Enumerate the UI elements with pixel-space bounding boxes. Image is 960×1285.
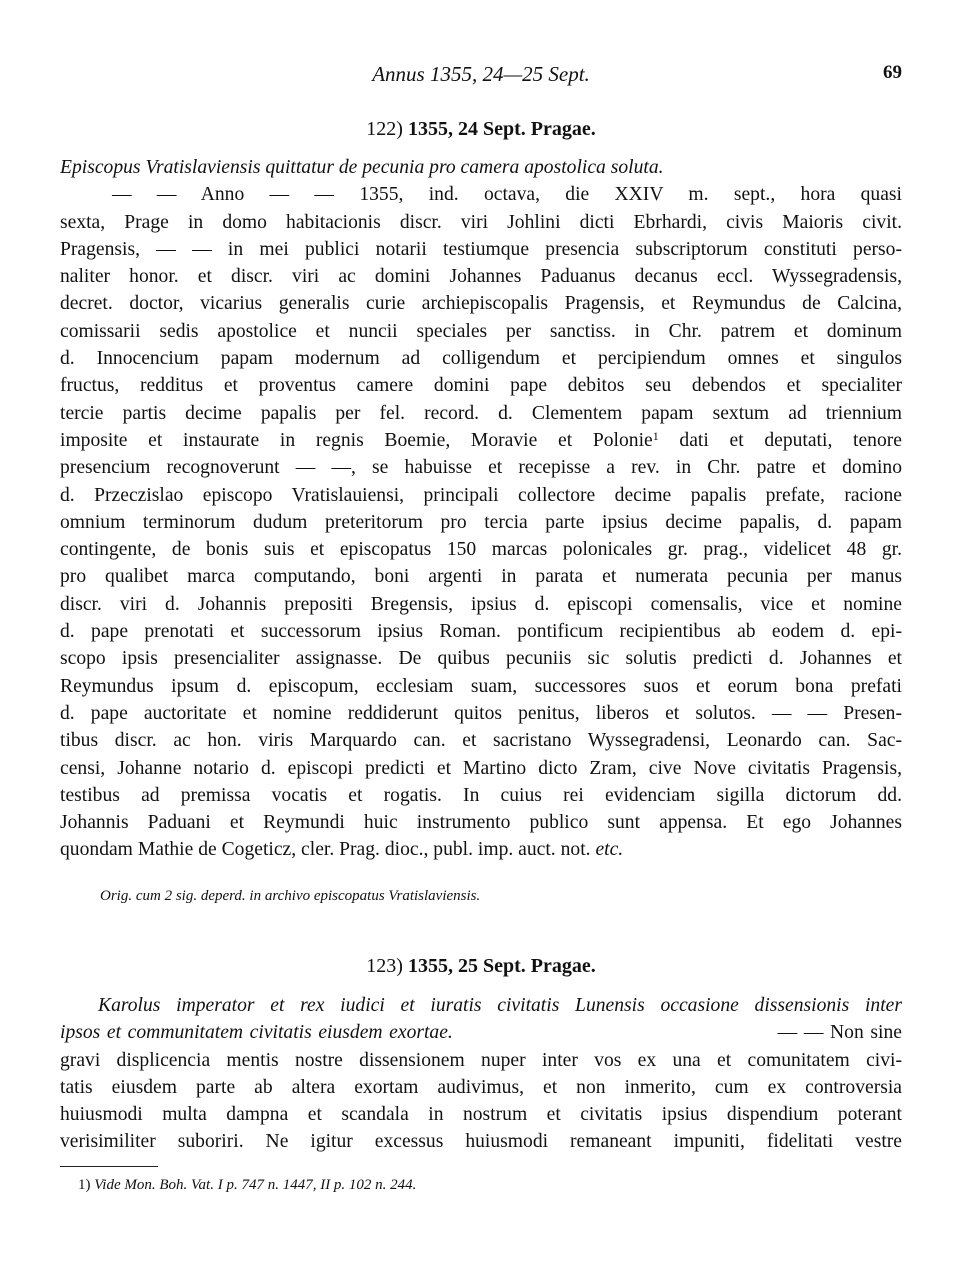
running-title: Annus 1355, 24—25 Sept. (372, 62, 590, 86)
doc-122-etc: etc. (595, 839, 624, 861)
doc-123-heading (60, 955, 902, 978)
doc-122-line: decret. doctor, vicarius generalis curie archiepiscopalis Pragensis, et Reymundus de Calcina, (60, 293, 902, 315)
doc-122-line: omnium terminorum dudum preteritorum pro tercia parte ipsius decime papalis, d. papam (60, 511, 902, 533)
doc-123-line: gravi displicencia mentis nostre dissensionem nuper inter vos ex una et comunitatem civi- (60, 1049, 902, 1071)
doc-123-line: huiusmodi multa dampna et scandala in nostrum et civitatis ipsius dispendium poterant (60, 1104, 902, 1126)
doc-122-line: censi, Johanne notario d. episcopi predicti et Martino dicto Zram, cive Nove civitatis Pragensis, (60, 757, 902, 779)
doc-122-line: d. pape auctoritate et nomine reddiderunt quitos penitus, liberos et solutos. — — Presen- (60, 702, 902, 724)
page-number: 69 (883, 62, 902, 83)
doc-122-line: d. pape prenotati et successorum ipsius Roman. pontificum recipientibus ab eodem d. epi- (60, 621, 902, 643)
doc-123-line-tail: — — Non sine (777, 1022, 902, 1044)
doc-122-final-line (60, 836, 902, 863)
doc-122-line: d. Przeczislao episcopo Vratislauiensi, principali collectore decime papalis prefate, racione (60, 484, 902, 506)
footnote-text: Vide Mon. Boh. Vat. I p. 747 n. 1447, II p. 102 n. 244. (94, 1177, 417, 1193)
doc-123-body (60, 992, 902, 1156)
doc-122-line-with-footnote (60, 427, 902, 454)
doc-122-line: discr. viri d. Johannis prepositi Bregensis, ipsius d. episcopi comensalis, vice et nomine (60, 593, 902, 615)
doc-122-line: tercie partis decime papalis per fel. record. d. Clementem papam sextum ad triennium (60, 402, 902, 424)
doc-123-summary: Karolus imperator et rex iudici et iuratis civitatis Lunensis occasione dissensionis inter (98, 995, 902, 1016)
doc-122-line: d. Innocencium papam modernum ad colligendum et percipiendum omnes et singulos (60, 348, 902, 370)
doc-122-line: Pragensis, — — in mei publici notarii testiumque presencia subscriptorum constituti perso- (60, 238, 902, 260)
doc-123-line: tatis eiusdem parte ab altera exortam audivimus, et non inmerito, cum ex controversia (60, 1076, 902, 1098)
doc-123-number: 123) (366, 955, 403, 977)
doc-122-line: Johannis Paduani et Reymundi huic instrumento publico sunt appensa. Et ego Johannes (60, 812, 902, 834)
doc-122-line: presencium recognoverunt — —, se habuisse et recepisse a rev. in Chr. patre et domino (60, 457, 902, 479)
doc-122-line: Reymundus ipsum d. episcopum, ecclesiam suam, successores suos et eorum bona prefati (60, 675, 902, 697)
doc-122-line: — — Anno — — 1355, ind. octava, die XXIV m. sept., hora quasi (112, 184, 902, 206)
doc-122-line-tail: dati et deputati, tenore (679, 429, 902, 451)
doc-122-line: scopo ipsis presencialiter assignasse. De quibus pecuniis sic solutis predicti d. Johannes et (60, 648, 902, 670)
doc-122-line: naliter honor. et discr. viri ac domini Johannes Paduanus decanus eccl. Wyssegradensis, (60, 266, 902, 288)
footnote-ref: 1 (652, 428, 659, 443)
doc-122-heading (60, 118, 902, 141)
doc-122-line: comissarii sedis apostolice et nuncii speciales per sanctiss. in Chr. patrem et dominum (60, 320, 902, 342)
doc-122-summary: Episcopus Vratislaviensis quittatur de pecunia pro camera apostolica soluta. (60, 157, 664, 178)
doc-122-date-place: 1355, 24 Sept. Pragae. (407, 118, 596, 140)
doc-123-date-place: 1355, 25 Sept. Pragae. (407, 955, 596, 977)
footnote (78, 1177, 416, 1194)
doc-122-line-head: quondam Mathie de Cogeticz, cler. Prag. dioc., publ. imp. auct. not. (60, 839, 591, 861)
doc-122-body (60, 154, 902, 864)
running-head (60, 62, 902, 90)
footnote-mark: 1) (78, 1177, 91, 1193)
doc-123-summary-line2: ipsos et communitatem civitatis eiusdem exortae. (60, 1022, 453, 1044)
doc-122-line: tibus discr. ac hon. viris Marquardo can. et sacristano Wyssegradensi, Leonardo can. Sac- (60, 730, 902, 752)
doc-122-line: sexta, Prage in domo habitacionis discr. viri Johlini dicti Ebrhardi, civis Maioris civit. (60, 211, 902, 233)
doc-122-line: contingente, de bonis suis et episcopatus 150 marcas polonicales gr. prag., videlicet 48 gr. (60, 539, 902, 561)
doc-123-line: verisimiliter suboriri. Ne igitur excessus huiusmodi remaneant impuniti, fidelitati vestre (60, 1131, 902, 1153)
doc-122-line: pro qualibet marca computando, boni argenti in parata et numerata pecunia per manus (60, 566, 902, 588)
doc-122-line: testibus ad premissa vocatis et rogatis. In cuius rei evidenciam sigilla dictorum dd. (60, 784, 902, 806)
doc-123-summary-cont (60, 1019, 902, 1046)
doc-122-number: 122) (366, 118, 403, 140)
doc-122-line: fructus, redditus et proventus camere domini pape debitos seu debendos et specialiter (60, 375, 902, 397)
doc-122-source-note: Orig. cum 2 sig. deperd. in archivo episcopatus Vratislaviensis. (100, 888, 481, 904)
footnote-rule (60, 1166, 158, 1167)
doc-122-line-head: imposite et instaurate in regnis Boemie, Moravie et Polonie (60, 429, 653, 451)
